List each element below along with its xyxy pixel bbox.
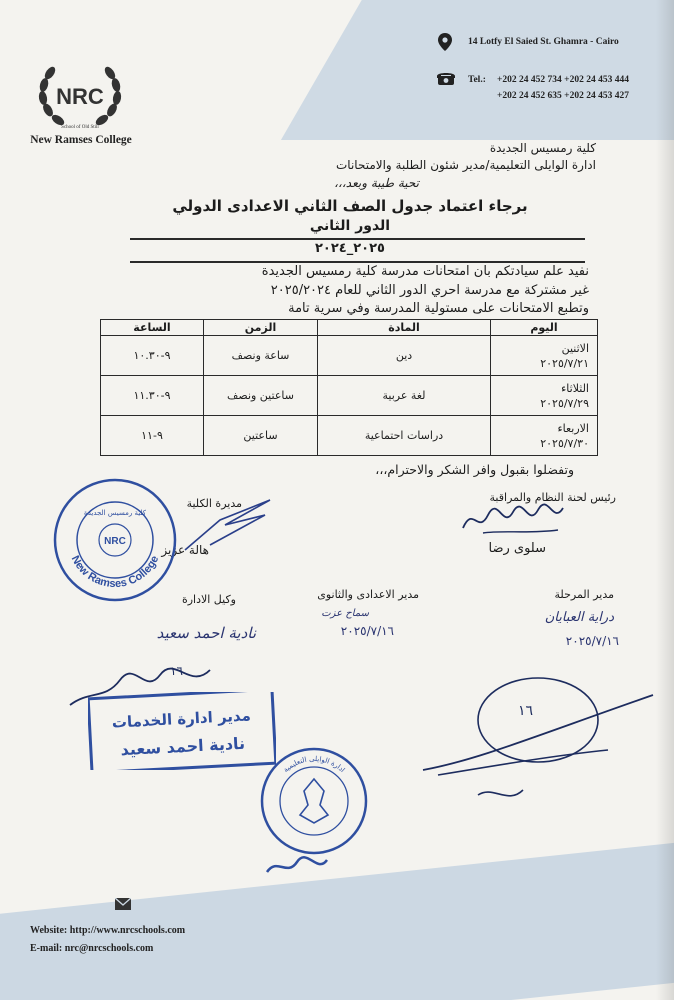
subject-line-2: الدور الثاني <box>309 218 391 234</box>
greeting: تحية طيبة وبعد،،، <box>334 176 419 190</box>
committee-signature <box>458 500 568 540</box>
day-name: الثلاثاء <box>561 381 589 395</box>
phones-row-2: +202 24 452 635 +202 24 453 427 <box>497 91 629 101</box>
cell-time: ٩-١١.٣٠ <box>101 376 204 416</box>
closing-line: وتفضلوا بقبول وافر الشكر والاحترام،،، <box>375 462 574 477</box>
admin-title: وكيل الادارة <box>181 593 236 606</box>
header-day: اليوم <box>491 320 598 336</box>
table-row <box>101 336 598 376</box>
nrc-logo <box>30 48 130 148</box>
government-stamp <box>258 745 370 857</box>
stamp-outer-text: New Ramses College <box>68 553 162 591</box>
divider-1 <box>130 238 585 240</box>
cell-day <box>491 376 598 416</box>
cell-time: ٩-١٠.٣٠ <box>101 336 204 376</box>
header-time: الساعة <box>101 320 204 336</box>
header-duration: الزمن <box>204 320 318 336</box>
phones-row-1: +202 24 452 734 +202 24 453 444 <box>497 75 629 85</box>
day-name: الاربعاء <box>557 421 589 435</box>
cell-duration: ساعة ونصف <box>204 336 318 376</box>
college-name: New Ramses College <box>30 134 132 146</box>
principal-title: مديرة الكلية <box>186 497 242 510</box>
address-text: 14 Lotfy El Saied St. Ghamra - Cairo <box>468 37 619 47</box>
logo-letters: NRC <box>56 84 104 109</box>
email-link[interactable]: E-mail: nrc@nrcschools.com <box>30 943 154 954</box>
cell-day <box>491 336 598 376</box>
cell-duration: ساعتين ونصف <box>204 376 318 416</box>
logo-motto: School of Old Still <box>61 125 99 130</box>
prep-date: ٢٠٢٥/٧/١٦ <box>340 624 394 638</box>
svg-text:ادارة الوايلى التعليمية <box>282 755 346 774</box>
header-subject: المادة <box>318 320 491 336</box>
day-date: ٢٠٢٥/٧/٢٩ <box>540 396 589 410</box>
cell-subject: دين <box>318 336 491 376</box>
footer-band <box>0 836 674 1000</box>
body-line-1: نفيد علم سيادتكم بان امتحانات مدرسة كلية رمسيس الجديدة <box>261 264 589 279</box>
envelope-icon <box>115 898 131 910</box>
stage-handwritten-name: دراية العبايان <box>544 610 614 625</box>
eagle-emblem-icon <box>300 779 328 823</box>
exam-schedule-table <box>100 319 598 456</box>
day-date: ٢٠٢٥/٧/٢١ <box>540 356 589 370</box>
stage-title: مدير المرحلة <box>554 588 614 601</box>
committee-title: رئيس لحنة النظام والمراقبة <box>489 491 616 504</box>
header-band <box>281 0 674 140</box>
recipient-department: ادارة الوايلى التعليمية/مدير شئون الطلبة والامتحانات <box>336 158 596 172</box>
cell-day <box>491 416 598 456</box>
body-line-3: وتطبع الامتحانات على مستولية المدرسة وفي سرية تامة <box>288 301 589 316</box>
stamp-inner-text: NRC <box>104 536 126 547</box>
principal-signature <box>180 495 275 555</box>
cell-subject: دراسات احتماعية <box>318 416 491 456</box>
location-pin-icon <box>438 33 452 51</box>
table-row <box>101 376 598 416</box>
cell-duration: ساعتين <box>204 416 318 456</box>
admin-handwritten-name: نادية احمد سعيد <box>156 624 256 642</box>
stage-date: ٢٠٢٥/٧/١٦ <box>565 634 619 648</box>
services-stamp-line-2: نادية احمد سعيد <box>120 733 246 760</box>
body-line-2: غير مشتركة مع مدرسة احري الدور الثاني للعام ٢٠٢٥/٢٠٢٤ <box>270 283 589 298</box>
principal-name: هالة عزيز <box>161 543 209 557</box>
divider-2 <box>130 261 585 263</box>
services-stamp <box>88 692 276 770</box>
cell-time: ٩-١١ <box>101 416 204 456</box>
college-stamp <box>50 475 180 605</box>
subject-line-1: برجاء اعتماد جدول الصف الثاني الاعدادى الدولي <box>172 197 528 215</box>
svg-text:١٦: ١٦ <box>170 664 183 678</box>
prep-handwritten-name: سماح عزت <box>321 608 369 619</box>
recipient-school: كلية رمسيس الجديدة <box>489 141 596 155</box>
stamp-initials <box>262 852 332 882</box>
telephone-icon <box>437 70 455 86</box>
table-header-row <box>101 320 598 336</box>
svg-text:١٦: ١٦ <box>518 703 534 719</box>
gov-stamp-text: ادارة الوايلى التعليمية <box>281 754 347 775</box>
day-date: ٢٠٢٥/٧/٣٠ <box>540 436 589 450</box>
committee-name: سلوى رضا <box>488 541 546 556</box>
day-name: الاثنين <box>561 341 589 355</box>
stamp-arabic-text: كلية رمسيس الجديدة <box>84 509 146 517</box>
services-stamp-line-1: مدير ادارة الخدمات <box>111 706 252 732</box>
prep-title: مدير الاعدادى والثانوى <box>317 588 419 601</box>
website-link[interactable]: Website: http://www.nrcschools.com <box>30 925 186 936</box>
academic-year: ٢٠٢٥_٢٠٢٤ <box>315 241 385 256</box>
table-row <box>101 416 598 456</box>
cell-subject: لغة عربية <box>318 376 491 416</box>
tel-label: Tel.: <box>468 75 486 85</box>
page-edge-shadow <box>656 0 674 1000</box>
director-signature <box>418 665 658 815</box>
